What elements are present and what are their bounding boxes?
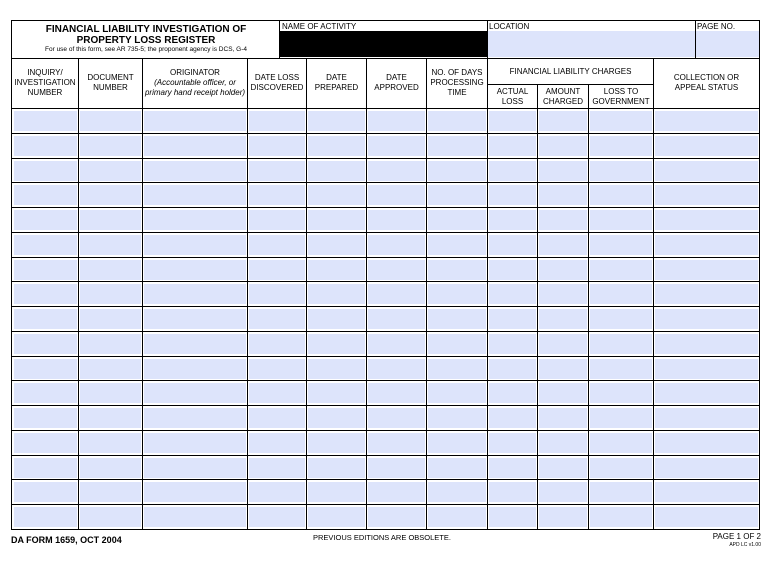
cell-amount-charged[interactable] (539, 482, 587, 502)
cell-date-loss[interactable] (249, 433, 305, 453)
cell-date-loss[interactable] (249, 260, 305, 280)
divider (142, 58, 143, 529)
cell-loss-to-government[interactable] (590, 309, 652, 329)
form-subtitle: For use of this form, see AR 735-5; the proponent agency is DCS, G-4 (45, 46, 247, 53)
cell-inquiry[interactable] (14, 284, 77, 304)
cell-inquiry[interactable] (14, 359, 77, 379)
cell-amount-charged[interactable] (539, 507, 587, 527)
cell-days-processing[interactable] (428, 284, 486, 304)
cell-collection[interactable] (655, 359, 758, 379)
cell-loss-to-government[interactable] (590, 408, 652, 428)
divider (78, 58, 79, 529)
cell-date-loss[interactable] (249, 235, 305, 255)
cell-days-processing[interactable] (428, 458, 486, 478)
cell-document[interactable] (80, 111, 141, 131)
cell-collection[interactable] (655, 284, 758, 304)
cell-amount-charged[interactable] (539, 111, 587, 131)
table-row-divider (12, 331, 759, 332)
cell-collection[interactable] (655, 433, 758, 453)
cell-actual-loss[interactable] (489, 136, 536, 156)
cell-date-loss[interactable] (249, 334, 305, 354)
location-field[interactable] (488, 31, 695, 57)
cell-loss-to-government[interactable] (590, 111, 652, 131)
cell-document[interactable] (80, 210, 141, 230)
divider (366, 58, 367, 529)
cell-loss-to-government[interactable] (590, 482, 652, 502)
cell-days-processing[interactable] (428, 507, 486, 527)
page-no-label: PAGE NO. (697, 22, 736, 31)
cell-document[interactable] (80, 433, 141, 453)
cell-originator[interactable] (144, 507, 246, 527)
cell-date-loss[interactable] (249, 408, 305, 428)
cell-amount-charged[interactable] (539, 408, 587, 428)
cell-date-approved[interactable] (368, 284, 425, 304)
cell-days-processing[interactable] (428, 185, 486, 205)
form-title-line1: FINANCIAL LIABILITY INVESTIGATION OF (45, 24, 247, 35)
cell-actual-loss[interactable] (489, 482, 536, 502)
table-row-divider (12, 207, 759, 208)
cell-inquiry[interactable] (14, 235, 77, 255)
cell-inquiry[interactable] (14, 111, 77, 131)
cell-inquiry[interactable] (14, 260, 77, 280)
cell-collection[interactable] (655, 210, 758, 230)
divider (488, 84, 653, 85)
col-header-days-processing: NO. OF DAYS PROCESSING TIME (430, 68, 484, 97)
cell-loss-to-government[interactable] (590, 458, 652, 478)
cell-inquiry[interactable] (14, 458, 77, 478)
cell-days-processing[interactable] (428, 408, 486, 428)
cell-date-prepared[interactable] (308, 284, 365, 304)
cell-collection[interactable] (655, 408, 758, 428)
table-row-divider (12, 504, 759, 505)
table-row-divider (12, 380, 759, 381)
col-header-date-prepared: DATE PREPARED (314, 73, 359, 92)
cell-days-processing[interactable] (428, 161, 486, 181)
cell-actual-loss[interactable] (489, 359, 536, 379)
cell-document[interactable] (80, 185, 141, 205)
form-id: DA FORM 1659, OCT 2004 (11, 535, 122, 545)
cell-days-processing[interactable] (428, 309, 486, 329)
cell-document[interactable] (80, 136, 141, 156)
cell-inquiry[interactable] (14, 136, 77, 156)
table-row-divider (12, 232, 759, 233)
cell-originator[interactable] (144, 433, 246, 453)
cell-document[interactable] (80, 458, 141, 478)
table-row-divider (12, 430, 759, 431)
cell-collection[interactable] (655, 334, 758, 354)
cell-inquiry[interactable] (14, 185, 77, 205)
cell-date-approved[interactable] (368, 458, 425, 478)
cell-document[interactable] (80, 235, 141, 255)
cell-date-approved[interactable] (368, 334, 425, 354)
cell-date-prepared[interactable] (308, 136, 365, 156)
version-label: APD LC v1.00 (729, 542, 761, 548)
cell-date-approved[interactable] (368, 161, 425, 181)
cell-originator[interactable] (144, 383, 246, 403)
cell-collection[interactable] (655, 383, 758, 403)
table-row-divider (12, 158, 759, 159)
cell-document[interactable] (80, 359, 141, 379)
cell-date-prepared[interactable] (308, 433, 365, 453)
cell-document[interactable] (80, 408, 141, 428)
location-label: LOCATION (489, 22, 530, 31)
cell-inquiry[interactable] (14, 482, 77, 502)
cell-inquiry[interactable] (14, 210, 77, 230)
cell-loss-to-government[interactable] (590, 260, 652, 280)
cell-actual-loss[interactable] (489, 433, 536, 453)
cell-days-processing[interactable] (428, 235, 486, 255)
page-of: PAGE 1 OF 2 (712, 532, 761, 541)
editions-note: PREVIOUS EDITIONS ARE OBSOLETE. (313, 533, 451, 542)
cell-amount-charged[interactable] (539, 161, 587, 181)
cell-date-prepared[interactable] (308, 111, 365, 131)
cell-date-prepared[interactable] (308, 185, 365, 205)
cell-amount-charged[interactable] (539, 210, 587, 230)
cell-document[interactable] (80, 334, 141, 354)
cell-inquiry[interactable] (14, 309, 77, 329)
cell-date-approved[interactable] (368, 359, 425, 379)
cell-collection[interactable] (655, 235, 758, 255)
col-header-actual-loss: ACTUAL LOSS (496, 86, 529, 106)
cell-date-prepared[interactable] (308, 309, 365, 329)
table-row-divider (12, 281, 759, 282)
cell-date-loss[interactable] (249, 111, 305, 131)
cell-amount-charged[interactable] (539, 359, 587, 379)
cell-loss-to-government[interactable] (590, 210, 652, 230)
form-frame (11, 20, 760, 530)
cell-originator[interactable] (144, 334, 246, 354)
col-header-date-approved: DATE APPROVED (374, 73, 419, 92)
cell-collection[interactable] (655, 161, 758, 181)
cell-collection[interactable] (655, 111, 758, 131)
cell-days-processing[interactable] (428, 383, 486, 403)
table-row-divider (12, 455, 759, 456)
cell-date-prepared[interactable] (308, 507, 365, 527)
cell-collection[interactable] (655, 309, 758, 329)
cell-originator[interactable] (144, 284, 246, 304)
divider (279, 21, 280, 58)
divider (487, 58, 488, 529)
divider (487, 21, 488, 58)
cell-amount-charged[interactable] (539, 235, 587, 255)
cell-date-approved[interactable] (368, 482, 425, 502)
cell-loss-to-government[interactable] (590, 359, 652, 379)
cell-date-prepared[interactable] (308, 260, 365, 280)
cell-actual-loss[interactable] (489, 383, 536, 403)
cell-date-approved[interactable] (368, 383, 425, 403)
cell-collection[interactable] (655, 136, 758, 156)
col-header-inquiry: INQUIRY/ INVESTIGATION NUMBER (14, 68, 76, 97)
cell-collection[interactable] (655, 482, 758, 502)
col-header-collection: COLLECTION OR APPEAL STATUS (673, 73, 740, 92)
cell-actual-loss[interactable] (489, 334, 536, 354)
col-header-originator: ORIGINATOR (Accountable officer, or primary hand receipt holder) (144, 68, 246, 97)
cell-inquiry[interactable] (14, 507, 77, 527)
cell-loss-to-government[interactable] (590, 136, 652, 156)
cell-originator[interactable] (144, 111, 246, 131)
divider (653, 58, 654, 529)
cell-amount-charged[interactable] (539, 334, 587, 354)
cell-actual-loss[interactable] (489, 161, 536, 181)
divider (12, 108, 759, 109)
divider (247, 58, 248, 529)
cell-loss-to-government[interactable] (590, 185, 652, 205)
cell-date-approved[interactable] (368, 260, 425, 280)
cell-date-approved[interactable] (368, 210, 425, 230)
col-header-loss-to-government: LOSS TO GOVERNMENT (592, 86, 650, 106)
cell-amount-charged[interactable] (539, 433, 587, 453)
cell-days-processing[interactable] (428, 334, 486, 354)
cell-actual-loss[interactable] (489, 260, 536, 280)
cell-document[interactable] (80, 383, 141, 403)
cell-date-approved[interactable] (368, 507, 425, 527)
cell-date-prepared[interactable] (308, 408, 365, 428)
cell-loss-to-government[interactable] (590, 507, 652, 527)
cell-days-processing[interactable] (428, 111, 486, 131)
cell-actual-loss[interactable] (489, 111, 536, 131)
cell-amount-charged[interactable] (539, 260, 587, 280)
col-header-document: DOCUMENT NUMBER (87, 73, 134, 92)
cell-document[interactable] (80, 260, 141, 280)
form-title (12, 24, 280, 46)
cell-originator[interactable] (144, 309, 246, 329)
cell-date-loss[interactable] (249, 458, 305, 478)
cell-actual-loss[interactable] (489, 210, 536, 230)
cell-document[interactable] (80, 284, 141, 304)
cell-inquiry[interactable] (14, 334, 77, 354)
divider (695, 21, 696, 58)
cell-date-approved[interactable] (368, 111, 425, 131)
cell-days-processing[interactable] (428, 482, 486, 502)
cell-originator[interactable] (144, 185, 246, 205)
cell-date-prepared[interactable] (308, 359, 365, 379)
cell-date-loss[interactable] (249, 185, 305, 205)
cell-date-prepared[interactable] (308, 482, 365, 502)
cell-originator[interactable] (144, 235, 246, 255)
cell-date-prepared[interactable] (308, 210, 365, 230)
cell-originator[interactable] (144, 260, 246, 280)
cell-amount-charged[interactable] (539, 458, 587, 478)
cell-date-loss[interactable] (249, 284, 305, 304)
col-header-amount-charged: AMOUNT CHARGED (542, 86, 583, 106)
cell-document[interactable] (80, 161, 141, 181)
cell-loss-to-government[interactable] (590, 334, 652, 354)
cell-amount-charged[interactable] (539, 309, 587, 329)
table-row-divider (12, 182, 759, 183)
cell-date-loss[interactable] (249, 507, 305, 527)
cell-collection[interactable] (655, 185, 758, 205)
page-indicator (713, 532, 761, 549)
table-row-divider (12, 133, 759, 134)
cell-originator[interactable] (144, 136, 246, 156)
cell-days-processing[interactable] (428, 210, 486, 230)
table-row-divider (12, 356, 759, 357)
cell-actual-loss[interactable] (489, 185, 536, 205)
cell-actual-loss[interactable] (489, 284, 536, 304)
cell-originator[interactable] (144, 161, 246, 181)
divider (306, 58, 307, 529)
cell-date-loss[interactable] (249, 383, 305, 403)
cell-document[interactable] (80, 309, 141, 329)
cell-date-prepared[interactable] (308, 161, 365, 181)
table-row-divider (12, 306, 759, 307)
table-row-divider (12, 479, 759, 480)
cell-document[interactable] (80, 482, 141, 502)
col-header-financial-group: FINANCIAL LIABILITY CHARGES (509, 66, 632, 76)
table-row-divider (12, 405, 759, 406)
cell-inquiry[interactable] (14, 161, 77, 181)
cell-loss-to-government[interactable] (590, 284, 652, 304)
name-of-activity-field[interactable] (280, 31, 487, 57)
cell-originator[interactable] (144, 210, 246, 230)
cell-collection[interactable] (655, 260, 758, 280)
cell-amount-charged[interactable] (539, 383, 587, 403)
cell-actual-loss[interactable] (489, 507, 536, 527)
cell-date-loss[interactable] (249, 161, 305, 181)
cell-date-prepared[interactable] (308, 458, 365, 478)
cell-date-loss[interactable] (249, 359, 305, 379)
cell-loss-to-government[interactable] (590, 433, 652, 453)
cell-amount-charged[interactable] (539, 284, 587, 304)
cell-actual-loss[interactable] (489, 309, 536, 329)
cell-loss-to-government[interactable] (590, 235, 652, 255)
cell-inquiry[interactable] (14, 383, 77, 403)
cell-originator[interactable] (144, 482, 246, 502)
cell-date-approved[interactable] (368, 433, 425, 453)
cell-date-approved[interactable] (368, 136, 425, 156)
cell-date-prepared[interactable] (308, 235, 365, 255)
table-row-divider (12, 257, 759, 258)
cell-amount-charged[interactable] (539, 185, 587, 205)
cell-date-approved[interactable] (368, 408, 425, 428)
cell-collection[interactable] (655, 458, 758, 478)
cell-originator[interactable] (144, 458, 246, 478)
cell-loss-to-government[interactable] (590, 383, 652, 403)
cell-date-loss[interactable] (249, 210, 305, 230)
cell-inquiry[interactable] (14, 433, 77, 453)
cell-actual-loss[interactable] (489, 408, 536, 428)
cell-date-approved[interactable] (368, 185, 425, 205)
cell-days-processing[interactable] (428, 359, 486, 379)
col-header-date-loss: DATE LOSS DISCOVERED (250, 73, 304, 92)
cell-date-approved[interactable] (368, 309, 425, 329)
cell-amount-charged[interactable] (539, 136, 587, 156)
cell-date-prepared[interactable] (308, 334, 365, 354)
cell-collection[interactable] (655, 507, 758, 527)
cell-days-processing[interactable] (428, 433, 486, 453)
cell-actual-loss[interactable] (489, 458, 536, 478)
form-title-line2: PROPERTY LOSS REGISTER (76, 35, 216, 46)
name-of-activity-label: NAME OF ACTIVITY (282, 22, 357, 31)
cell-days-processing[interactable] (428, 136, 486, 156)
cell-originator[interactable] (144, 408, 246, 428)
divider (426, 58, 427, 529)
cell-date-loss[interactable] (249, 482, 305, 502)
cell-date-prepared[interactable] (308, 383, 365, 403)
cell-loss-to-government[interactable] (590, 161, 652, 181)
page-no-field[interactable] (696, 31, 759, 57)
cell-date-loss[interactable] (249, 309, 305, 329)
cell-originator[interactable] (144, 359, 246, 379)
cell-inquiry[interactable] (14, 408, 77, 428)
cell-document[interactable] (80, 507, 141, 527)
cell-actual-loss[interactable] (489, 235, 536, 255)
cell-days-processing[interactable] (428, 260, 486, 280)
cell-date-approved[interactable] (368, 235, 425, 255)
cell-date-loss[interactable] (249, 136, 305, 156)
